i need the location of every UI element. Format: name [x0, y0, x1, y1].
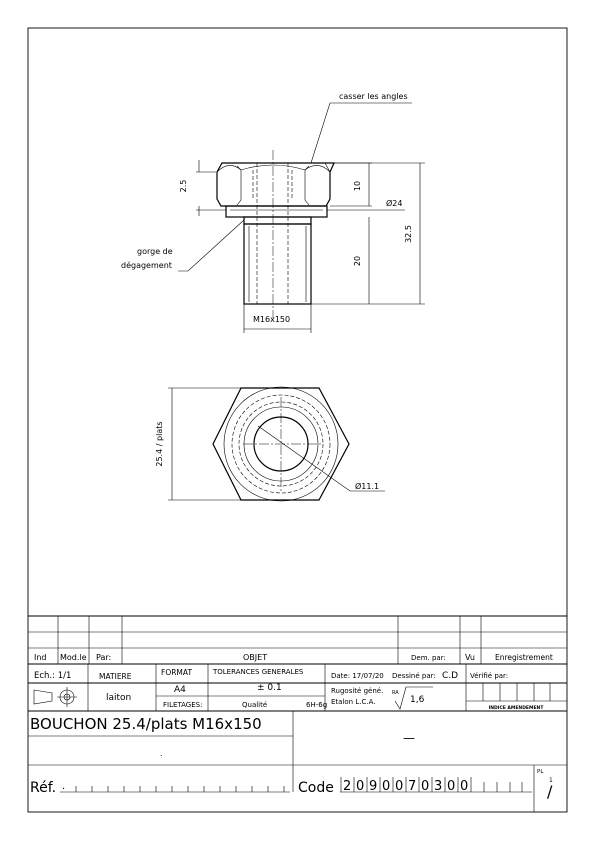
projection-symbol-icon — [34, 687, 77, 707]
matiere-label: MATIERE — [99, 672, 132, 681]
groove-note-leader — [178, 220, 244, 271]
ra-value: 1,6 — [410, 695, 425, 705]
tolerances-value: ± 0.1 — [257, 683, 282, 693]
reference-ticks — [60, 786, 290, 792]
ra-label: RA — [392, 690, 399, 696]
amendment-index-boxes — [483, 683, 550, 701]
header-dem-par: Dem. par: — [411, 654, 446, 662]
dim-flange-diameter: Ø24 — [386, 199, 403, 208]
hex-head-flat-lines — [217, 163, 330, 205]
hex-head-chamfer-arcs — [217, 165, 330, 172]
qualite-value: 6H-6g — [306, 701, 328, 709]
ref-label: Réf. — [30, 780, 57, 796]
format-label: FORMAT — [161, 668, 193, 677]
header-vu: Vu — [465, 653, 475, 662]
verifie-par: Vérifié par: — [470, 672, 509, 680]
dim-bore: Ø11.1 — [355, 482, 380, 491]
matiere-value: laiton — [106, 693, 132, 703]
filetages-label: FILETAGES: — [163, 701, 203, 709]
header-objet: OBJET — [243, 653, 268, 662]
hex-head-outline — [217, 163, 334, 206]
threaded-shank — [244, 224, 311, 304]
code-digit: 0 — [421, 779, 430, 794]
relief-groove — [244, 217, 311, 224]
dash-mark: — — [403, 731, 415, 745]
pl-label: PL — [537, 769, 544, 775]
front-view — [121, 92, 425, 333]
code-digit: 3 — [434, 779, 443, 794]
code-digit: 7 — [408, 779, 417, 794]
pl-slash: / — [547, 782, 553, 801]
dim-head-chamfer: 2.5 — [179, 179, 188, 193]
dim-thread: M16x150 — [253, 315, 291, 324]
dim-shank-length: 20 — [353, 255, 362, 267]
header-modif: Mod.le — [60, 653, 87, 662]
part-name: BOUCHON 25.4/plats M16x150 — [30, 715, 262, 733]
code-digit: 0 — [447, 779, 456, 794]
chamfer-note: casser les angles — [339, 92, 408, 101]
header-ind: Ind — [34, 653, 47, 662]
chamfer-note-leader — [311, 103, 412, 163]
groove-note-line1: gorge de — [137, 247, 173, 256]
dessine-par-label: Dessiné par: — [392, 672, 436, 680]
dim-across-flats: 25.4 / plats — [155, 421, 164, 467]
rugosite-line2: Etalon L.C.A. — [331, 698, 376, 706]
dessine-par-value: C.D — [442, 671, 459, 681]
code-digit: 0 — [460, 779, 469, 794]
echelle: Ech.: 1/1 — [34, 671, 72, 681]
rugosite-line1: Rugosité géné. — [331, 687, 384, 695]
header-par: Par: — [96, 653, 112, 662]
code-digit: 0 — [382, 779, 391, 794]
indice-amendement: INDICE AMENDEMENT — [488, 706, 544, 711]
qualite-label: Qualité — [242, 701, 268, 709]
date: Date: 17/07/20 — [331, 672, 384, 680]
format-value: A4 — [174, 685, 186, 695]
code-digit: 9 — [369, 779, 378, 794]
part-name-dot: . — [160, 749, 163, 758]
code-digit: 0 — [395, 779, 404, 794]
groove-note-line2: dégagement — [121, 261, 172, 270]
code-digit: 2 — [343, 779, 352, 794]
pl-value: 1 — [549, 777, 553, 784]
title-block — [28, 616, 567, 812]
header-enregistrement: Enregistrement — [495, 653, 553, 662]
dim-head-height: 10 — [353, 180, 362, 192]
dim-total-length: 32.5 — [404, 225, 413, 243]
top-view — [155, 387, 385, 501]
tolerances-label: TOLERANCES GENERALES — [213, 668, 304, 676]
code-digit: 0 — [356, 779, 365, 794]
flange — [226, 206, 327, 217]
ref-dot: . — [62, 781, 66, 792]
code-label: Code — [298, 780, 334, 796]
